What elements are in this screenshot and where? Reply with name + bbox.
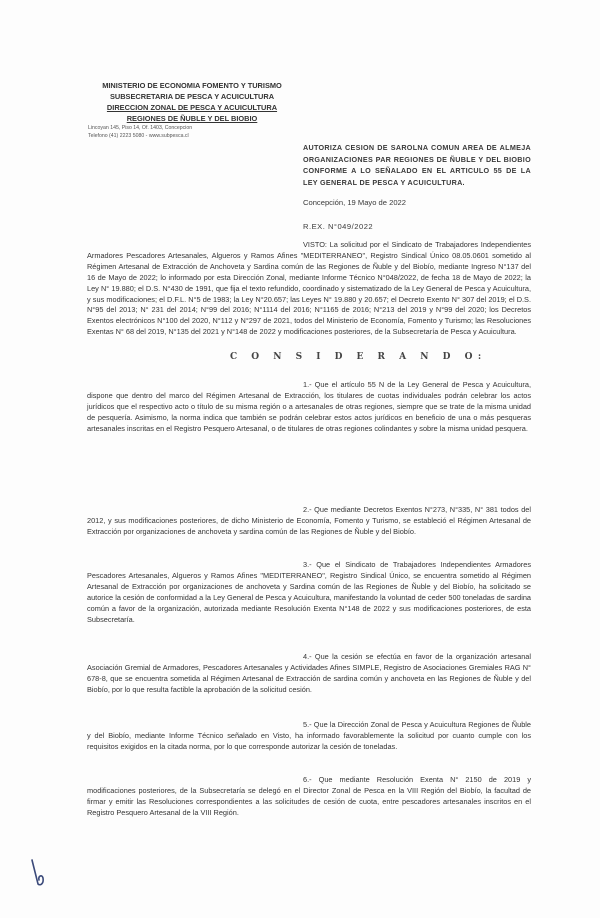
considerando-4: 4.- Que la cesión se efectúa en favor de la organización artesanal Asociación Gremial de Armadores, Pescadores Artesanales y Actividades Afines SIMPLE, Registro de Asociaciones Gremiales RAG N° 678-8, que se encuentra sometida al Régimen Artesanal de Extracción de sardina común y anchoveta en las Regiones de Ñuble y del Biobío, por lo que resulta factible la aprobación de la solicitud cesión. xyxy=(87,652,531,694)
visto-paragraph: VISTO: La solicitud por el Sindicato de Trabajadores Independientes Armadores Pescadores Artesanales, Algueros y Ramos Afines "MEDITERRANEO", Registro Sindical Único 08.05.0601 sometido al Régimen Artesanal de Extracción de Anchoveta y Sardina común de las Regiones de Ñuble y del Biobío, mediante Ingreso N°137 del 16 de Mayo de 2022; lo informado por esta Dirección Zonal, mediante Informe Técnico N°048/2022, de fecha 18 de Mayo de 2022; la Ley N° 19.880; el D.S. N°430 de 1991, que fija el texto refundido, coordinado y sistematizado de la Ley General de Pesca y Acuicultura, y sus modificaciones; el D.F.L. N°5 de 1983; la Ley N°20.657; las Leyes N° 19.880 y 20.657; el Decreto Exento N° 307 del 2019; el D.S. N°95 del 2013; N° 231 del 2014; N°99 del 2016; N°1114 del 2016; N°1165 de 2016; N°213 del 2019 y N°99 del 2020; los Decretos Exentos electrónicos N°100 del 2020, N°112 y N°297 de 2021, todos del Ministerio de Economía, Fomento y Turismo; las Resoluciones Exentas N° 68 del 2019, N°135 del 2021 y N°148 de 2022 y modificaciones posteriores, de la Subsecretaría de Pesca y Acuicultura. xyxy=(87,240,531,337)
address-line-1: Lincoyan 145, Piso 14, Of. 1403, Concepcion xyxy=(88,125,193,131)
ministry-name: MINISTERIO DE ECONOMIA FOMENTO Y TURISMO xyxy=(102,81,282,90)
pen-mark-icon xyxy=(28,858,50,888)
considerando-6: 6.- Que mediante Resolución Exenta N° 2150 de 2019 y modificaciones posteriores, de la Subsecretaría se delegó en el Director Zonal de Pesca en la VIII Región del Biobío, la facultad de firmar y emitir las Resoluciones correspondientes a las solicitudes de cesión de cuota, entre pescadores artesanales inscritos en el Registro Pesquero Artesanal de la VIII Región. xyxy=(87,775,531,817)
regiones-name: REGIONES DE ÑUBLE Y DEL BIOBIO xyxy=(126,114,258,123)
document-title: AUTORIZA CESION DE SAROLNA COMUN AREA DE ALMEJA ORGANIZACIONES PAR REGIONES DE ÑUBLE Y DEL BIOBIO CONFORME A LO SEÑALADO EN EL ARTICULO 55 DE LA LEY GENERAL DE PESCA Y ACUICULTURA. xyxy=(303,143,531,187)
considerando-heading: C O N S I D E R A N D O: xyxy=(230,352,487,362)
subsecretaria-name: SUBSECRETARIA DE PESCA Y ACUICULTURA xyxy=(109,92,275,101)
direccion-name: DIRECCION ZONAL DE PESCA Y ACUICULTURA xyxy=(106,103,278,112)
address-line-2: Telefono (41) 2223 5080 - www.subpesca.cl xyxy=(88,133,189,139)
considerando-3: 3.- Que el Sindicato de Trabajadores Independientes Armadores Pescadores Artesanales, Algueros y Ramos Afines "MEDITERRANEO", Registro Sindical Único, se encuentra sometido al Régimen Artesanal de Extracción por organizaciones de anchoveta y Sardina común de las Regiones de Ñuble y del Biobío, ha solicitado se autorice la cesión de conformidad a la Ley General de Pesca y Acuicultura, manifestando la voluntad de ceder 500 toneladas de sardina común a favor de la organización, autorizada mediante Resolución Exenta N°148 de 2022 y sus modificaciones posteriores, de esta Subsecretaría. xyxy=(87,560,531,624)
considerando-1: 1.- Que el artículo 55 N de la Ley General de Pesca y Acuicultura, dispone que dentro del marco del Régimen Artesanal de Extracción, los titulares de cuotas individuales podrán celebrar los actos jurídicos que el respectivo acto o título de su misma región o a artesanales de otras regiones, siempre que se trate de la misma unidad de pesquería. Asimismo, la norma indica que también se podrán celebrar estos actos jurídicos en beneficio de una o más pesqueras artesanales inscritas en el Registro Pesquero Artesanal, o de titulares de otras regiones colindantes y sobre la misma unidad pesquera. xyxy=(87,380,531,433)
considerando-5: 5.- Que la Dirección Zonal de Pesca y Acuicultura Regiones de Ñuble y del Biobío, mediante Informe Técnico señalado en Visto, ha informado favorablemente la solicitud por cuanto cumple con los requisitos exigidos en la citada norma, por lo que corresponde autorizar la cesión de toneladas. xyxy=(87,720,531,751)
letterhead xyxy=(82,80,302,140)
considerando-2: 2.- Que mediante Decretos Exentos N°273, N°335, N° 381 todos del 2012, y sus modificaciones posteriores, de dicho Ministerio de Economía, Fomento y Turismo, se estableció el Régimen Artesanal de Extracción por organizaciones de anchoveta y sardina común de las Regiones de Ñuble y del Biobío. xyxy=(87,505,531,536)
document-date: Concepción, 19 Mayo de 2022 xyxy=(303,198,407,207)
resolution-number: R.EX. N°049/2022 xyxy=(303,222,374,231)
